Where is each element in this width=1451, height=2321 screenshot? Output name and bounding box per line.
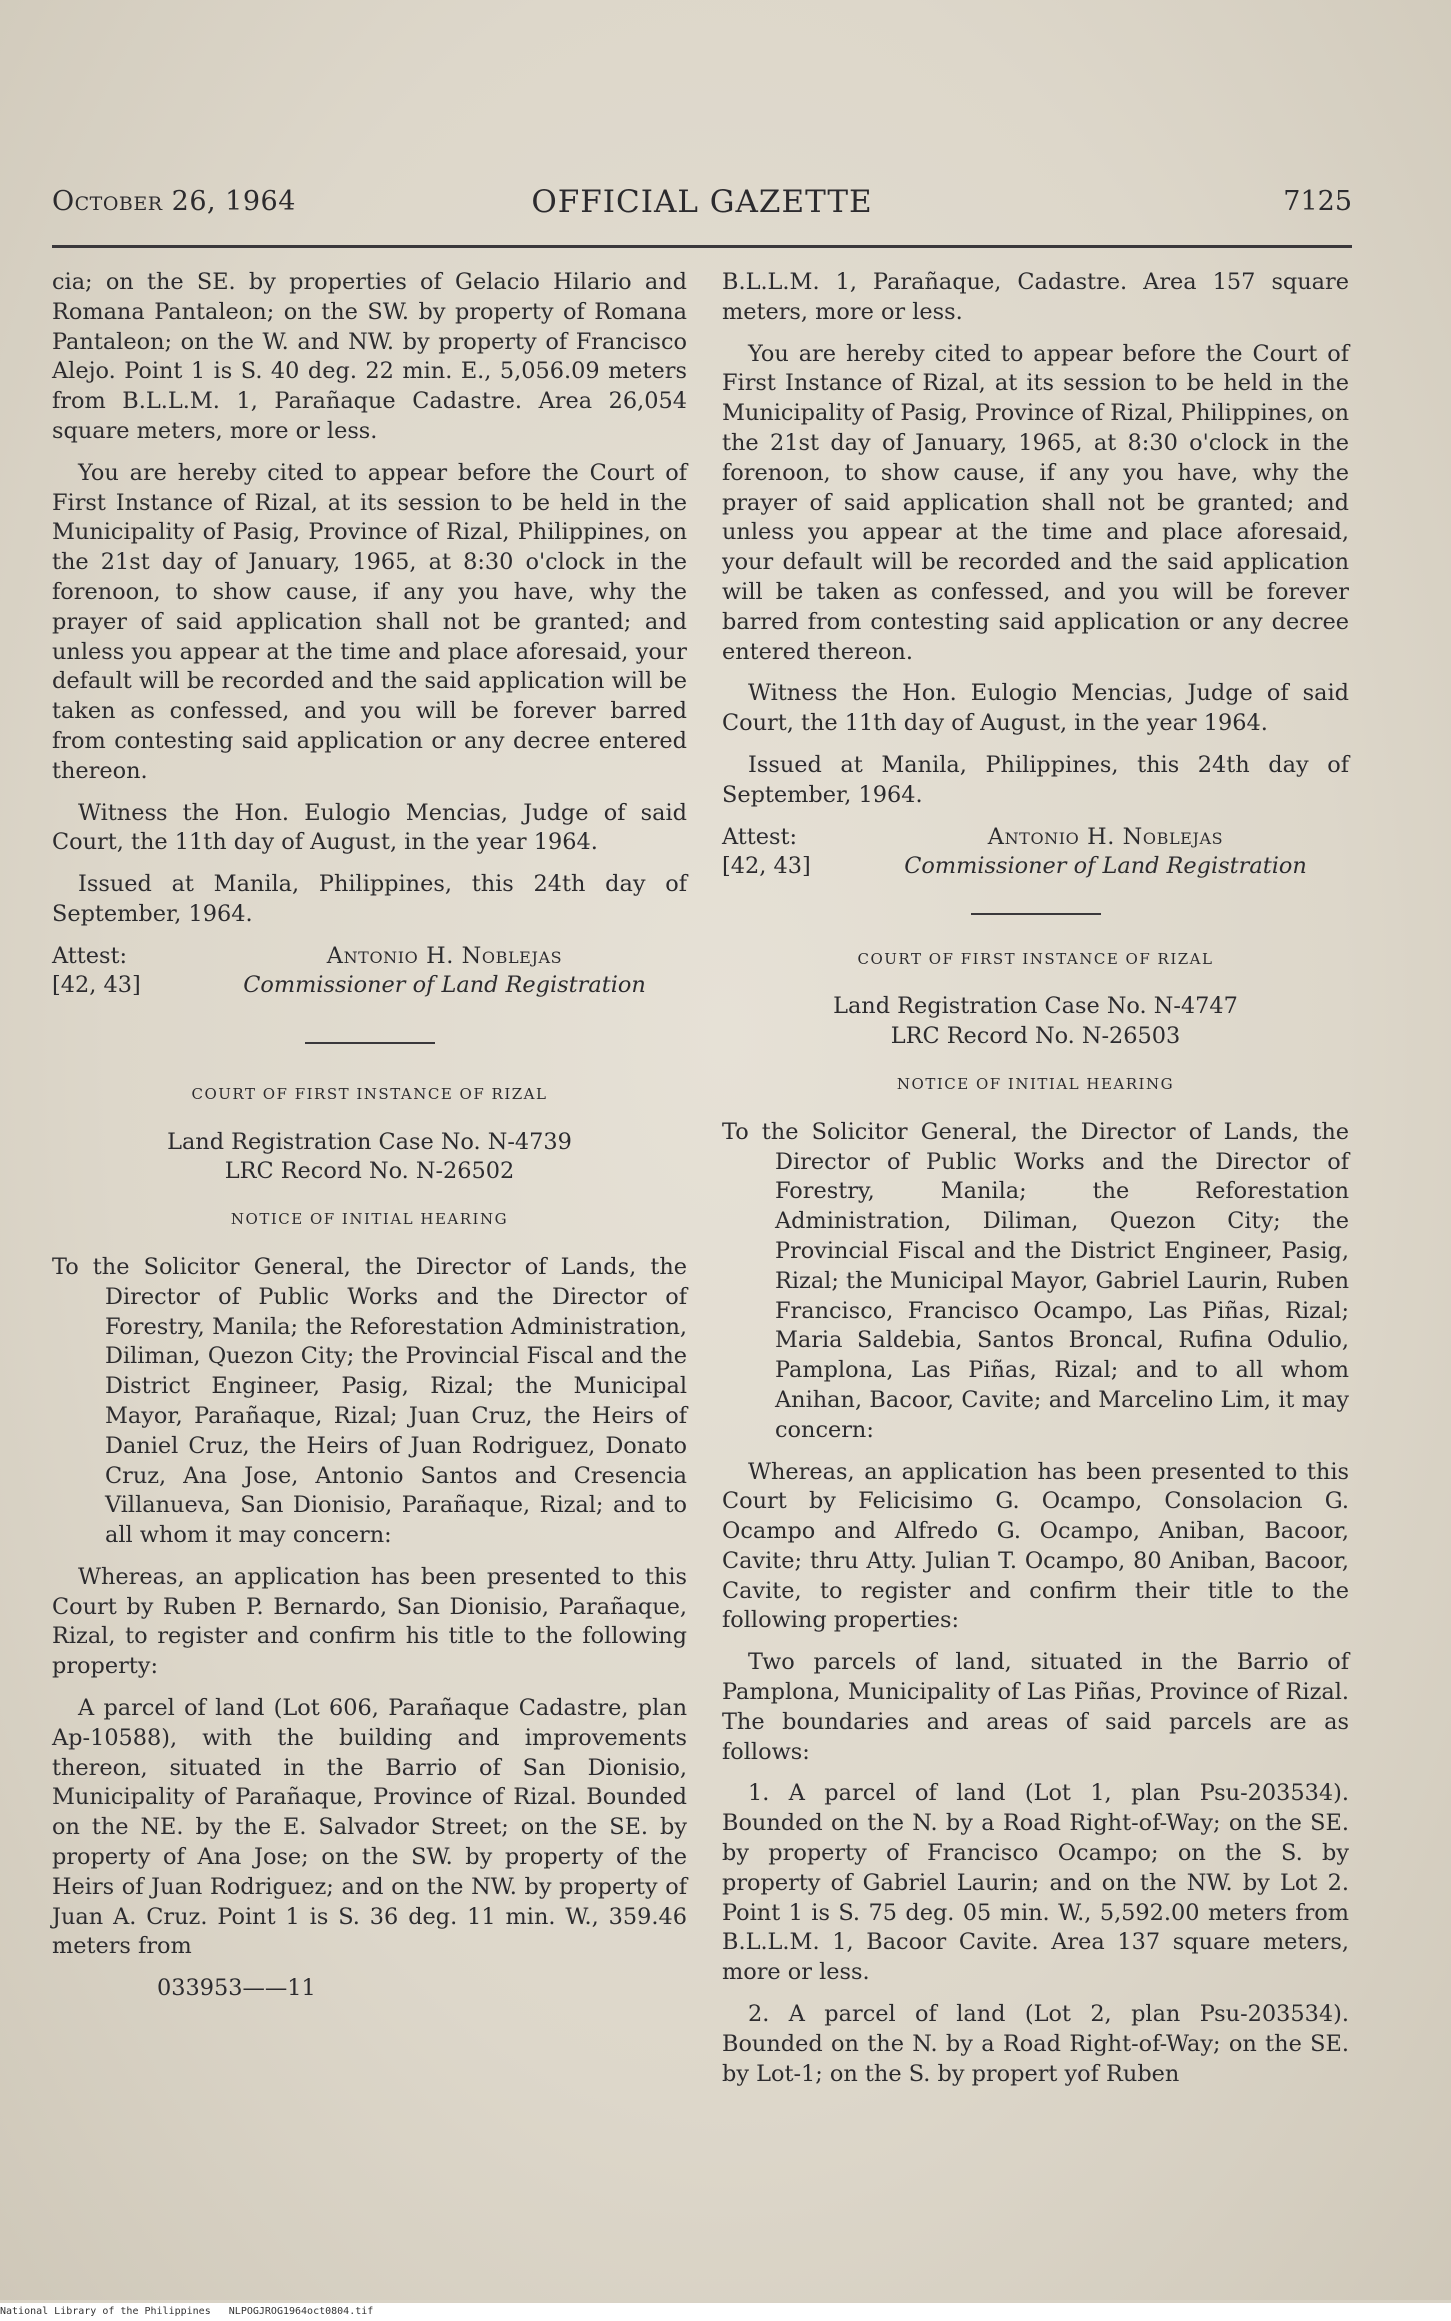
- section-separator: [971, 913, 1101, 915]
- header-date: October 26, 1964: [52, 186, 296, 217]
- lrc-record: LRC Record No. N-26503: [890, 1023, 1181, 1050]
- attest-label: Attest:: [52, 942, 128, 969]
- witness-paragraph: Witness the Hon. Eulogio Mencias, Judge of said Court, the 11th day of August, in the year 1964.: [52, 799, 687, 856]
- lrc-record: LRC Record No. N-26502: [224, 1158, 515, 1185]
- attestation: [52, 942, 687, 1000]
- notice-title: NOTICE OF INITIAL HEARING: [230, 1210, 509, 1229]
- whereas-paragraph: Whereas, an application has been presented to this Court by Felicisimo G. Ocampo, Consolacion G. Ocampo and Alfredo G. Ocampo, Aniban, Bacoor, Cavite; thru Atty. Julian T. Ocampo, 80 Aniban, Bacoor, Cavite, to register and confirm their title to the following properties:: [722, 1458, 1349, 1634]
- continued-paragraph: cia; on the SE. by properties of Gelacio Hilario and Romana Pantaleon; on the SW. by property of Romana Pantaleon; on the W. and NW. by property of Francisco Alejo. Point 1 is S. 40 deg. 22 min. E., 5,056.09 meters from B.L.L.M. 1, Parañaque Cadastre. Area 26,054 square meters, more or less.: [52, 269, 687, 444]
- attest-name: Antonio H. Noblejas: [326, 942, 563, 969]
- court-heading: COURT OF FIRST INSTANCE OF RIZAL: [857, 949, 1214, 968]
- scan-footer: [0, 2303, 1451, 2321]
- parcel-1-paragraph: 1. A parcel of land (Lot 1, plan Psu-203534). Bounded on the N. by a Road Right-of-Way; on the SE. by property of Francisco Ocampo; on the S. by property of Gabriel Laurin; and on the NW. by Lot 2. Point 1 is S. 75 deg. 05 min. W., 5,592.00 meters from B.L.L.M. 1, Bacoor Cavite. Area 137 square meters, more or less.: [722, 1780, 1349, 1986]
- court-heading: COURT OF FIRST INSTANCE OF RIZAL: [191, 1084, 548, 1103]
- two-parcels-paragraph: Two parcels of land, situated in the Barrio of Pamplona, Municipality of Las Piñas, Province of Rizal. The boundaries and areas of said parcels are as follows:: [722, 1649, 1349, 1765]
- case-number: Land Registration Case No. N-4747: [833, 993, 1238, 1020]
- citation-paragraph: You are hereby cited to appear before the Court of First Instance of Rizal, at its session to be held in the Municipality of Pasig, Province of Rizal, Philippines, on the 21st day of January, 1965, at 8:30 o'clock in the forenoon, to show cause, if any you have, why the prayer of said application shall not be granted; and unless you appear at the time and place aforesaid, your default will be recorded and the said application will be taken as confessed, and you will be forever barred from contesting said application or any decree entered thereon.: [52, 459, 687, 784]
- case-number: Land Registration Case No. N-4739: [167, 1128, 572, 1155]
- left-column: [52, 268, 687, 2004]
- header-rule: [52, 245, 1352, 248]
- printer-code: 033953——11: [157, 1975, 316, 2002]
- citation-paragraph: You are hereby cited to appear before the Court of First Instance of Rizal, at its session to be held in the Municipality of Pasig, Province of Rizal, Philippines, on the 21st day of January, 1965, at 8:30 o'clock in the forenoon, to show cause, if any you have, why the prayer of said application shall not be granted; and unless you appear at the time and place aforesaid, your default will be recorded and the said application will be taken as confessed, and you will be forever barred from contesting said application or any decree entered thereon.: [722, 340, 1349, 665]
- header-title: OFFICIAL GAZETTE: [531, 184, 873, 220]
- attestation: [722, 823, 1349, 881]
- right-column: [722, 268, 1349, 2101]
- issued-paragraph: Issued at Manila, Philippines, this 24th day of September, 1964.: [722, 751, 1349, 808]
- attest-title: Commissioner of Land Registration: [904, 852, 1307, 879]
- addressees-paragraph: To the Solicitor General, the Director of Lands, the Director of Public Works and the Director of Forestry, Manila; the Reforestation Administration, Diliman, Quezon City; the Provincial Fiscal and the District Engineer, Pasig, Rizal; the Municipal Mayor, Parañaque, Rizal; Juan Cruz, the Heirs of Daniel Cruz, the Heirs of Juan Rodriguez, Donato Cruz, Ana Jose, Antonio Santos and Cresencia Villanueva, San Dionisio, Parañaque, Rizal; and to all whom it may concern:: [52, 1253, 687, 1549]
- parcel-paragraph: A parcel of land (Lot 606, Parañaque Cadastre, plan Ap-10588), with the building and improvements thereon, situated in the Barrio of San Dionisio, Municipality of Parañaque, Province of Rizal. Bounded on the NE. by the E. Salvador Street; on the SE. by property of Ana Jose; on the SW. by property of the Heirs of Juan Rodriguez; and on the NW. by property of Juan A. Cruz. Point 1 is S. 36 deg. 11 min. W., 359.46 meters from: [52, 1695, 687, 1960]
- header-page-number: 7125: [1283, 186, 1352, 217]
- issued-paragraph: Issued at Manila, Philippines, this 24th day of September, 1964.: [52, 871, 687, 927]
- whereas-paragraph: Whereas, an application has been presented to this Court by Ruben P. Bernardo, San Dionisio, Parañaque, Rizal, to register and confirm his title to the following property:: [52, 1563, 687, 1680]
- attest-label: Attest:: [722, 823, 798, 850]
- footer-source: National Library of the Philippines: [0, 2306, 211, 2317]
- witness-paragraph: Witness the Hon. Eulogio Mencias, Judge of said Court, the 11th day of August, in the year 1964.: [722, 680, 1349, 737]
- addressees-paragraph: To the Solicitor General, the Director of Lands, the Director of Public Works and the Director of Forestry, Manila; the Reforestation Administration, Diliman, Quezon City; the Provincial Fiscal and the District Engineer, Pasig, Rizal; the Municipal Mayor, Gabriel Laurin, Ruben Francisco, Francisco Ocampo, Las Piñas, Rizal; Maria Saldebia, Santos Broncal, Rufina Odulio, Pamplona, Las Piñas, Rizal; and to all whom Anihan, Bacoor, Cavite; and Marcelino Lim, it may concern:: [722, 1118, 1349, 1443]
- attest-name: Antonio H. Noblejas: [987, 823, 1224, 850]
- page-header: [52, 186, 1352, 236]
- footer-filename: NLPOGJROG1964oct0804.tif: [228, 2306, 374, 2317]
- attest-reference: [42, 43]: [52, 971, 141, 998]
- parcel-2-paragraph: 2. A parcel of land (Lot 2, plan Psu-203534). Bounded on the N. by a Road Right-of-Way; on the SE. by Lot-1; on the S. by propert yof Ruben: [722, 2001, 1349, 2087]
- notice-title: NOTICE OF INITIAL HEARING: [896, 1074, 1175, 1093]
- attest-reference: [42, 43]: [722, 852, 811, 879]
- attest-title: Commissioner of Land Registration: [243, 971, 646, 998]
- continued-paragraph: B.L.L.M. 1, Parañaque, Cadastre. Area 157 square meters, more or less.: [722, 269, 1349, 325]
- section-separator: [305, 1042, 435, 1044]
